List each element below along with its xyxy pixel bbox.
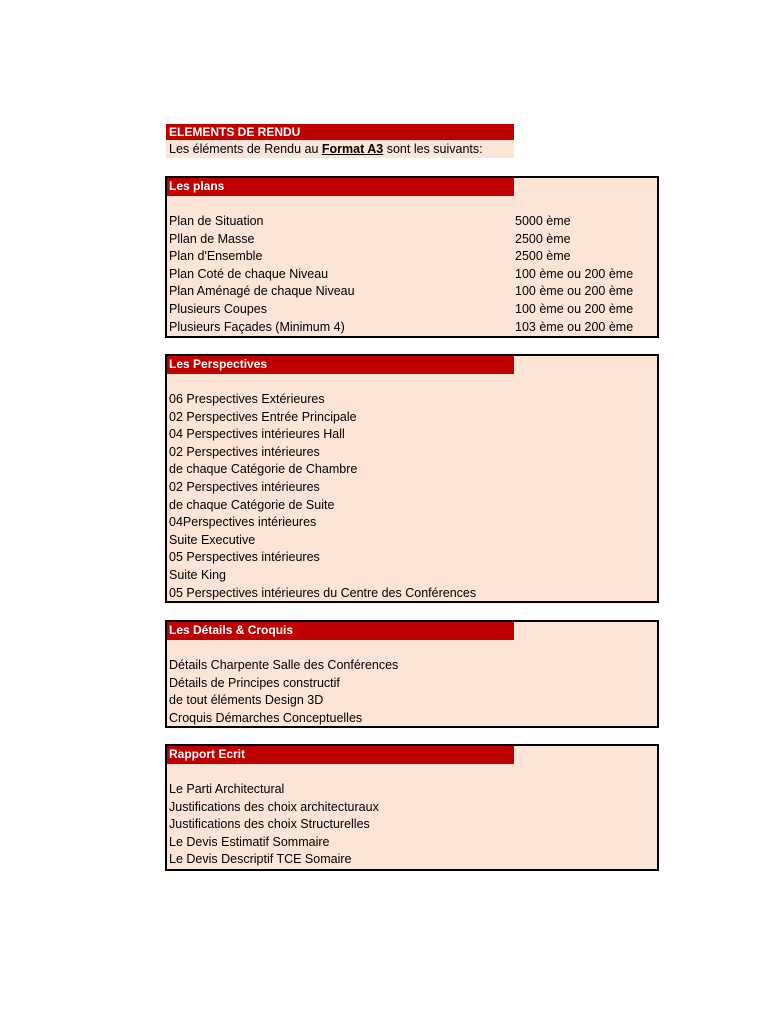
plan-label: Plusieurs Coupes (169, 301, 267, 316)
section-title-plans: Les plans (167, 178, 514, 196)
section-perspectives (165, 354, 659, 603)
list-item: de chaque Catégorie de Chambre (169, 462, 358, 477)
list-item: 02 Perspectives intérieures (169, 444, 320, 459)
list-item: de chaque Catégorie de Suite (169, 497, 335, 512)
section-title-details: Les Détails & Croquis (167, 622, 514, 640)
perspectives-list (167, 374, 657, 602)
section-details (165, 620, 659, 728)
list-item: 05 Perspectives intérieures du Centre des Conférences (169, 585, 477, 600)
plan-row (167, 319, 657, 337)
plan-row (167, 301, 657, 319)
list-item: 02 Perspectives Entrée Principale (169, 409, 357, 424)
plan-scale: 100 ème ou 200 ème (515, 284, 634, 299)
section-title-rapport: Rapport Ecrit (167, 746, 514, 764)
intro-prefix: Les éléments de Rendu au (169, 142, 322, 156)
plan-row (167, 248, 657, 266)
list-item: Croquis Démarches Conceptuelles (169, 710, 363, 725)
plan-label: Plan de Situation (169, 214, 264, 228)
list-item: Le Parti Architectural (169, 782, 285, 796)
list-item: Détails Charpente Salle des Conférences (169, 658, 399, 672)
list-item: Détails de Principes constructif (169, 675, 340, 690)
intro-suffix: sont les suivants: (383, 142, 483, 156)
list-item: 06 Prespectives Extérieures (169, 392, 325, 406)
list-item: Justifications des choix architecturaux (169, 799, 379, 814)
plan-label: Plusieurs Façades (Minimum 4) (169, 319, 345, 334)
list-item: Suite Executive (169, 532, 256, 547)
plan-row (167, 213, 657, 231)
plan-scale: 100 ème ou 200 ème (515, 266, 634, 281)
plan-row (167, 266, 657, 284)
list-item: 02 Perspectives intérieures (169, 479, 320, 494)
plan-label: Plan Aménagé de chaque Niveau (169, 284, 355, 299)
list-item: Suite King (169, 567, 226, 582)
plan-row (167, 231, 657, 249)
plan-row (167, 283, 657, 301)
intro-line (166, 140, 514, 158)
list-item: de tout éléments Design 3D (169, 693, 324, 708)
plans-list (167, 196, 657, 336)
plan-label: Plan d'Ensemble (169, 249, 263, 264)
plan-scale: 100 ème ou 200 ème (515, 301, 634, 316)
plan-scale: 103 ème ou 200 ème (515, 319, 634, 334)
details-list (167, 640, 657, 727)
plan-scale: 2500 ème (515, 231, 571, 246)
plan-label: Pllan de Masse (169, 231, 255, 246)
list-item: 04 Perspectives intérieures Hall (169, 427, 345, 442)
rapport-list (167, 764, 657, 869)
document-title: ELEMENTS DE RENDU (166, 124, 514, 140)
header-block (166, 124, 514, 158)
list-item: 05 Perspectives intérieures (169, 550, 320, 565)
section-title-perspectives: Les Perspectives (167, 356, 514, 374)
plan-label: Plan Coté de chaque Niveau (169, 266, 329, 281)
plan-scale: 5000 ème (515, 214, 571, 228)
list-item: Le Devis Estimatif Sommaire (169, 834, 330, 849)
list-item: Justifications des choix Structurelles (169, 817, 370, 832)
list-item: 04Perspectives intérieures (169, 515, 317, 530)
section-plans (165, 176, 659, 338)
plan-scale: 2500 ème (515, 249, 571, 264)
section-rapport (165, 744, 659, 871)
list-item: Le Devis Descriptif TCE Somaire (169, 852, 352, 867)
intro-format: Format A3 (321, 142, 384, 156)
